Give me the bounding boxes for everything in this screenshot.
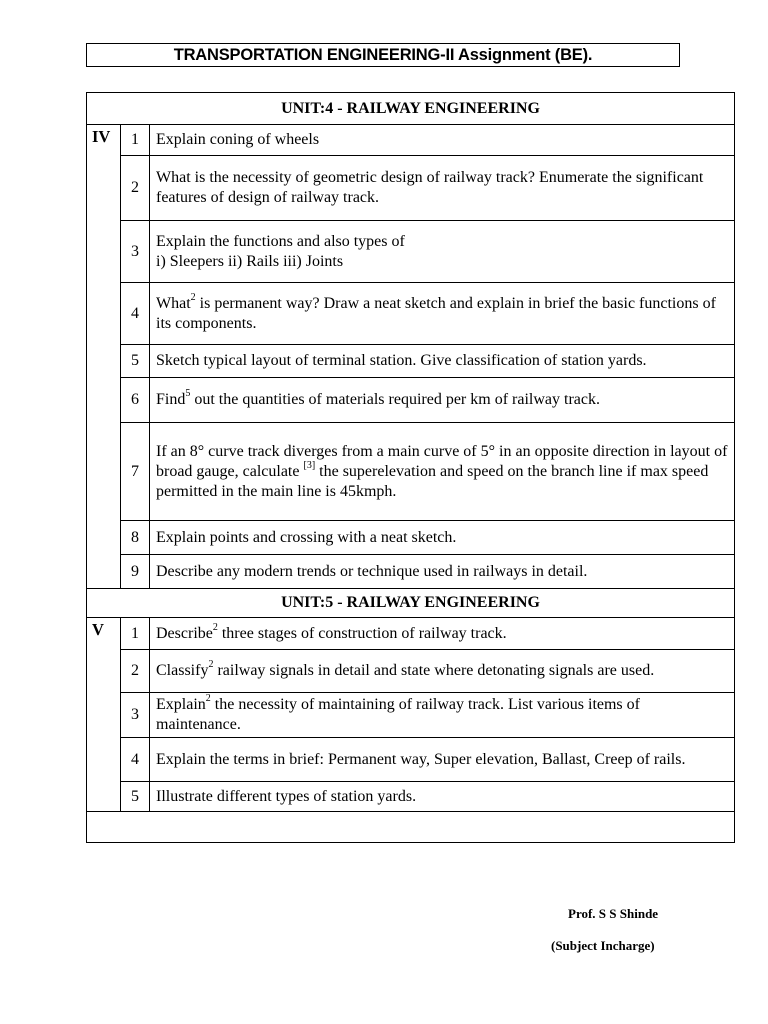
question-text: If an 8° curve track diverges from a main curve of 5° in an opposite direction in layout of broad gauge, calculate [3] the superelevation and speed on the branch line if max speed permitted in the main line is 45kmph.	[150, 423, 735, 521]
assignment-table	[86, 92, 735, 843]
marks-superscript: 2	[212, 621, 218, 633]
document-title: TRANSPORTATION ENGINEERING-II Assignment (BE).	[86, 43, 680, 67]
question-text: Explain points and crossing with a neat sketch.	[150, 521, 735, 555]
signature-name: Prof. S S Shinde	[568, 906, 659, 921]
question-number: 1	[121, 618, 150, 650]
question-number: 4	[121, 738, 150, 782]
question-text: Explain the terms in brief: Permanent way, Super elevation, Ballast, Creep of rails.	[150, 738, 735, 782]
question-text: Explain coning of wheels	[150, 125, 735, 156]
unit-heading: UNIT:4 - RAILWAY ENGINEERING	[87, 93, 735, 125]
question-number: 7	[121, 423, 150, 521]
question-row	[87, 738, 735, 782]
marks-superscript: [3]	[303, 459, 316, 471]
signature-role: (Subject Incharge)	[551, 938, 655, 953]
question-number: 2	[121, 650, 150, 693]
question-number: 1	[121, 125, 150, 156]
unit-heading-row	[87, 93, 735, 125]
question-row	[87, 782, 735, 812]
question-number: 4	[121, 283, 150, 345]
marks-superscript: 5	[185, 388, 191, 399]
question-row	[87, 521, 735, 555]
question-row	[87, 423, 735, 521]
question-text: Illustrate different types of station yards.	[150, 782, 735, 812]
question-text: Classify$^2$ railway signals in detail and state where detonating signals are used.	[150, 650, 735, 693]
question-text: What$^2$ is permanent way? Draw a neat sketch and explain in brief the basic functions of its components.	[150, 283, 735, 345]
question-number: 9	[121, 555, 150, 589]
question-row	[87, 221, 735, 283]
question-text: Explain the functions and also types of i) Sleepers ii) Rails iii) Joints	[150, 221, 735, 283]
question-text: Find$^5$ out the quantities of materials required per km of railway track.	[150, 378, 735, 423]
question-number: 3	[121, 221, 150, 283]
question-row	[87, 283, 735, 345]
question-text: Describe any modern trends or technique used in railways in detail.	[150, 555, 735, 589]
question-text: Sketch typical layout of terminal station. Give classification of station yards.	[150, 345, 735, 378]
question-row	[87, 693, 735, 738]
empty-footer-row	[87, 812, 735, 843]
question-row	[87, 555, 735, 589]
question-row	[87, 125, 735, 156]
unit-heading: UNIT:5 - RAILWAY ENGINEERING	[87, 589, 735, 618]
question-text: What is the necessity of geometric design of railway track? Enumerate the significant features of design of railway track.	[150, 156, 735, 221]
question-number: 8	[121, 521, 150, 555]
question-row	[87, 345, 735, 378]
question-row	[87, 650, 735, 693]
marks-superscript: 2	[190, 291, 196, 303]
question-row	[87, 156, 735, 221]
question-number: 5	[121, 782, 150, 812]
question-number: 2	[121, 156, 150, 221]
marks-superscript: 2	[208, 659, 214, 670]
unit-roman-numeral: V	[87, 618, 121, 812]
unit-heading-row	[87, 589, 735, 618]
question-row	[87, 378, 735, 423]
question-number: 5	[121, 345, 150, 378]
unit-roman-numeral: IV	[87, 125, 121, 589]
question-row	[87, 618, 735, 650]
question-number: 6	[121, 378, 150, 423]
question-number: 3	[121, 693, 150, 738]
marks-superscript: 2	[205, 693, 211, 704]
question-text: Describe$^2$ three stages of construction of railway track.	[150, 618, 735, 650]
question-text: Explain$^2$ the necessity of maintaining of railway track. List various items of maintenance.	[150, 693, 735, 738]
empty-cell	[87, 812, 735, 843]
